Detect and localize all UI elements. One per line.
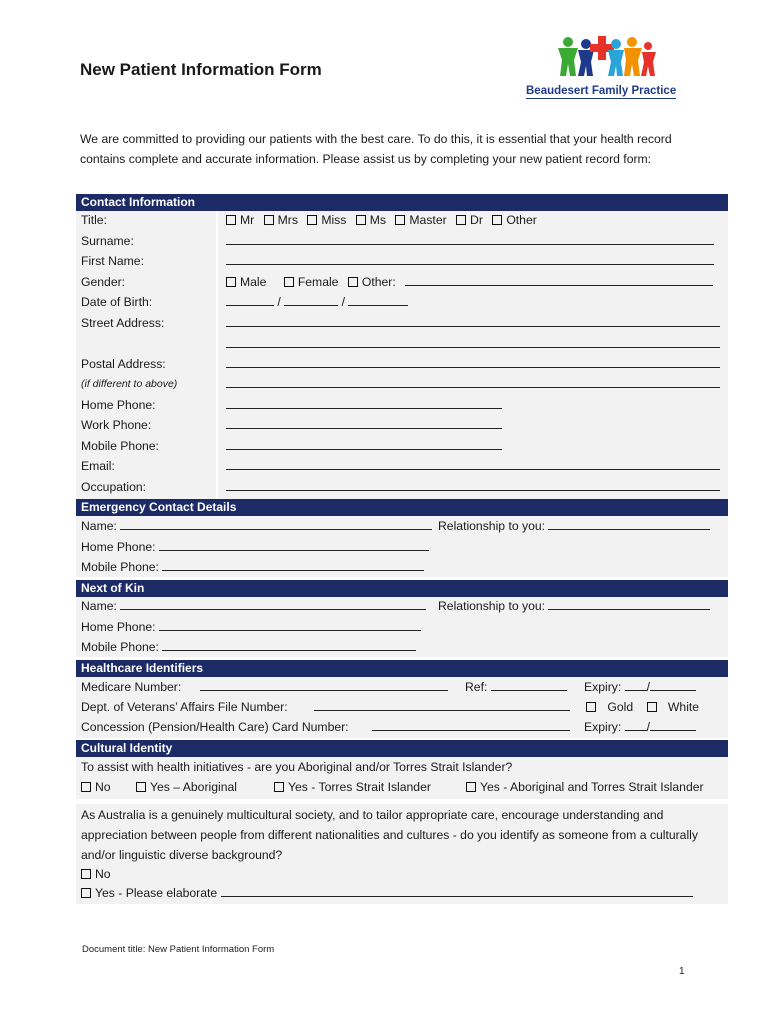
medicare-ref-field[interactable] [491, 678, 567, 691]
atsi-aboriginal-label: Yes – Aboriginal [150, 780, 237, 794]
medicare-number-field[interactable] [200, 678, 448, 691]
intro-paragraph: We are committed to providing our patients with the best care. To do this, it is essential that your health record contains complete and accurate information. Please assist us by completing your new patient record form: [80, 132, 672, 166]
title-ms-label: Ms [369, 213, 387, 227]
cald-no-label: No [95, 867, 111, 881]
email-label: Email: [81, 459, 115, 473]
title-mrs-label: Mrs [277, 213, 298, 227]
logo-text: Beaudesert Family Practice [526, 85, 677, 97]
emergency-home-phone-field[interactable] [159, 538, 429, 551]
section-cultural-identity: Cultural Identity [76, 740, 728, 757]
expiry-separator: / [646, 720, 651, 734]
atsi-torres-strait-label: Yes - Torres Strait Islander [288, 780, 431, 794]
street-address-field-2[interactable] [226, 335, 720, 348]
concession-expiry-month-field[interactable] [625, 718, 647, 731]
dob-label: Date of Birth: [81, 295, 153, 309]
title-mr-checkbox[interactable] [226, 215, 236, 225]
gender-female-label: Female [297, 275, 339, 289]
dva-white-label: White [667, 700, 700, 714]
dva-label: Dept. of Veterans’ Affairs File Number: [81, 700, 288, 714]
title-master-label: Master [409, 213, 447, 227]
dva-number-field[interactable] [314, 698, 570, 711]
title-dr-checkbox[interactable] [456, 215, 466, 225]
work-phone-label: Work Phone: [81, 418, 152, 432]
cald-yes-checkbox[interactable] [81, 888, 91, 898]
title-other-label: Other [506, 213, 537, 227]
gender-female-checkbox[interactable] [284, 277, 294, 287]
postal-address-field-1[interactable] [226, 355, 720, 368]
title-other-checkbox[interactable] [492, 215, 502, 225]
practice-logo [524, 32, 684, 102]
gender-other-label: Other: [361, 275, 396, 289]
kin-relationship-label: Relationship to you: [438, 599, 546, 613]
title-mrs-checkbox[interactable] [264, 215, 274, 225]
work-phone-field[interactable] [226, 416, 502, 429]
section-next-of-kin: Next of Kin [76, 580, 728, 597]
cald-yes-label: Yes - Please elaborate [95, 886, 218, 900]
dob-day-field[interactable] [226, 293, 274, 306]
kin-name-label: Name: [81, 599, 117, 613]
gender-male-checkbox[interactable] [226, 277, 236, 287]
gender-male-label: Male [240, 275, 267, 289]
cultural-question-1: To assist with health initiatives - are you Aboriginal and/or Torres Strait Islander? [81, 760, 513, 774]
surname-field[interactable] [226, 232, 714, 245]
kin-relationship-field[interactable] [548, 597, 710, 610]
title-options [226, 210, 543, 230]
kin-home-phone-label: Home Phone: [81, 620, 156, 634]
surname-label: Surname: [81, 234, 134, 248]
page-title: New Patient Information Form [80, 60, 322, 79]
emergency-mobile-phone-label: Mobile Phone: [81, 560, 159, 574]
emergency-mobile-phone-field[interactable] [162, 558, 424, 571]
emergency-relationship-field[interactable] [548, 517, 710, 530]
medicare-expiry-label: Expiry: [584, 680, 622, 694]
section-emergency-contact: Emergency Contact Details [76, 499, 728, 516]
concession-number-field[interactable] [372, 718, 570, 731]
occupation-field[interactable] [226, 478, 720, 491]
atsi-both-checkbox[interactable] [466, 782, 476, 792]
emergency-home-phone-label: Home Phone: [81, 540, 156, 554]
cald-no-checkbox[interactable] [81, 869, 91, 879]
atsi-aboriginal-checkbox[interactable] [136, 782, 146, 792]
dob-separator: / [341, 295, 345, 309]
emergency-name-label: Name: [81, 519, 117, 533]
postal-address-field-2[interactable] [226, 375, 720, 388]
kin-name-field[interactable] [120, 597, 426, 610]
medicare-expiry-month-field[interactable] [625, 678, 647, 691]
title-label: Title: [81, 213, 107, 227]
kin-mobile-phone-label: Mobile Phone: [81, 640, 159, 654]
medicare-ref-label: Ref: [465, 680, 488, 694]
dva-white-checkbox[interactable] [647, 702, 657, 712]
gender-other-checkbox[interactable] [348, 277, 358, 287]
dva-gold-label: Gold [607, 700, 634, 714]
title-miss-label: Miss [321, 213, 347, 227]
title-dr-label: Dr [470, 213, 483, 227]
title-miss-checkbox[interactable] [307, 215, 317, 225]
cultural-question-2: As Australia is a genuinely multicultural society, and to tailor appropriate care, encourage understanding and appreciation between people from different nationalities and cultures - do you identify as someone from a culturally and/or linguistic diverse background? [81, 808, 698, 862]
postal-address-note: (if different to above) [81, 378, 178, 390]
section-contact-information: Contact Information [76, 194, 728, 211]
atsi-torres-strait-checkbox[interactable] [274, 782, 284, 792]
atsi-no-label: No [95, 780, 111, 794]
section-healthcare-identifiers: Healthcare Identifiers [76, 660, 728, 677]
emergency-relationship-label: Relationship to you: [438, 519, 546, 533]
email-field[interactable] [226, 457, 720, 470]
concession-expiry-label: Expiry: [584, 720, 622, 734]
mobile-phone-field[interactable] [226, 437, 502, 450]
title-mr-label: Mr [240, 213, 255, 227]
postal-address-label: Postal Address: [81, 357, 166, 371]
logo-figures-icon [524, 32, 684, 84]
atsi-both-label: Yes - Aboriginal and Torres Strait Islander [480, 780, 704, 794]
gender-other-field[interactable] [405, 273, 713, 286]
street-address-field-1[interactable] [226, 314, 720, 327]
home-phone-label: Home Phone: [81, 398, 156, 412]
occupation-label: Occupation: [81, 480, 147, 494]
title-ms-checkbox[interactable] [356, 215, 366, 225]
footer-document-title: Document title: New Patient Information Form [82, 944, 275, 955]
page-number: 1 [679, 966, 685, 977]
medicare-expiry-year-field[interactable] [650, 678, 696, 691]
kin-mobile-phone-field[interactable] [162, 638, 416, 651]
cald-elaborate-field[interactable] [221, 884, 693, 897]
concession-label: Concession (Pension/Health Care) Card Number: [81, 720, 349, 734]
kin-home-phone-field[interactable] [159, 618, 421, 631]
first-name-label: First Name: [81, 254, 144, 268]
mobile-phone-label: Mobile Phone: [81, 439, 159, 453]
concession-expiry-year-field[interactable] [650, 718, 696, 731]
title-master-checkbox[interactable] [395, 215, 405, 225]
dva-gold-checkbox[interactable] [586, 702, 596, 712]
home-phone-field[interactable] [226, 396, 502, 409]
street-address-label: Street Address: [81, 316, 165, 330]
dob-separator: / [277, 295, 281, 309]
medicare-label: Medicare Number: [81, 680, 182, 694]
first-name-field[interactable] [226, 252, 714, 265]
emergency-name-field[interactable] [120, 517, 432, 530]
atsi-no-checkbox[interactable] [81, 782, 91, 792]
dob-month-field[interactable] [284, 293, 338, 306]
expiry-separator: / [646, 680, 651, 694]
gender-label: Gender: [81, 275, 126, 289]
dob-year-field[interactable] [348, 293, 408, 306]
